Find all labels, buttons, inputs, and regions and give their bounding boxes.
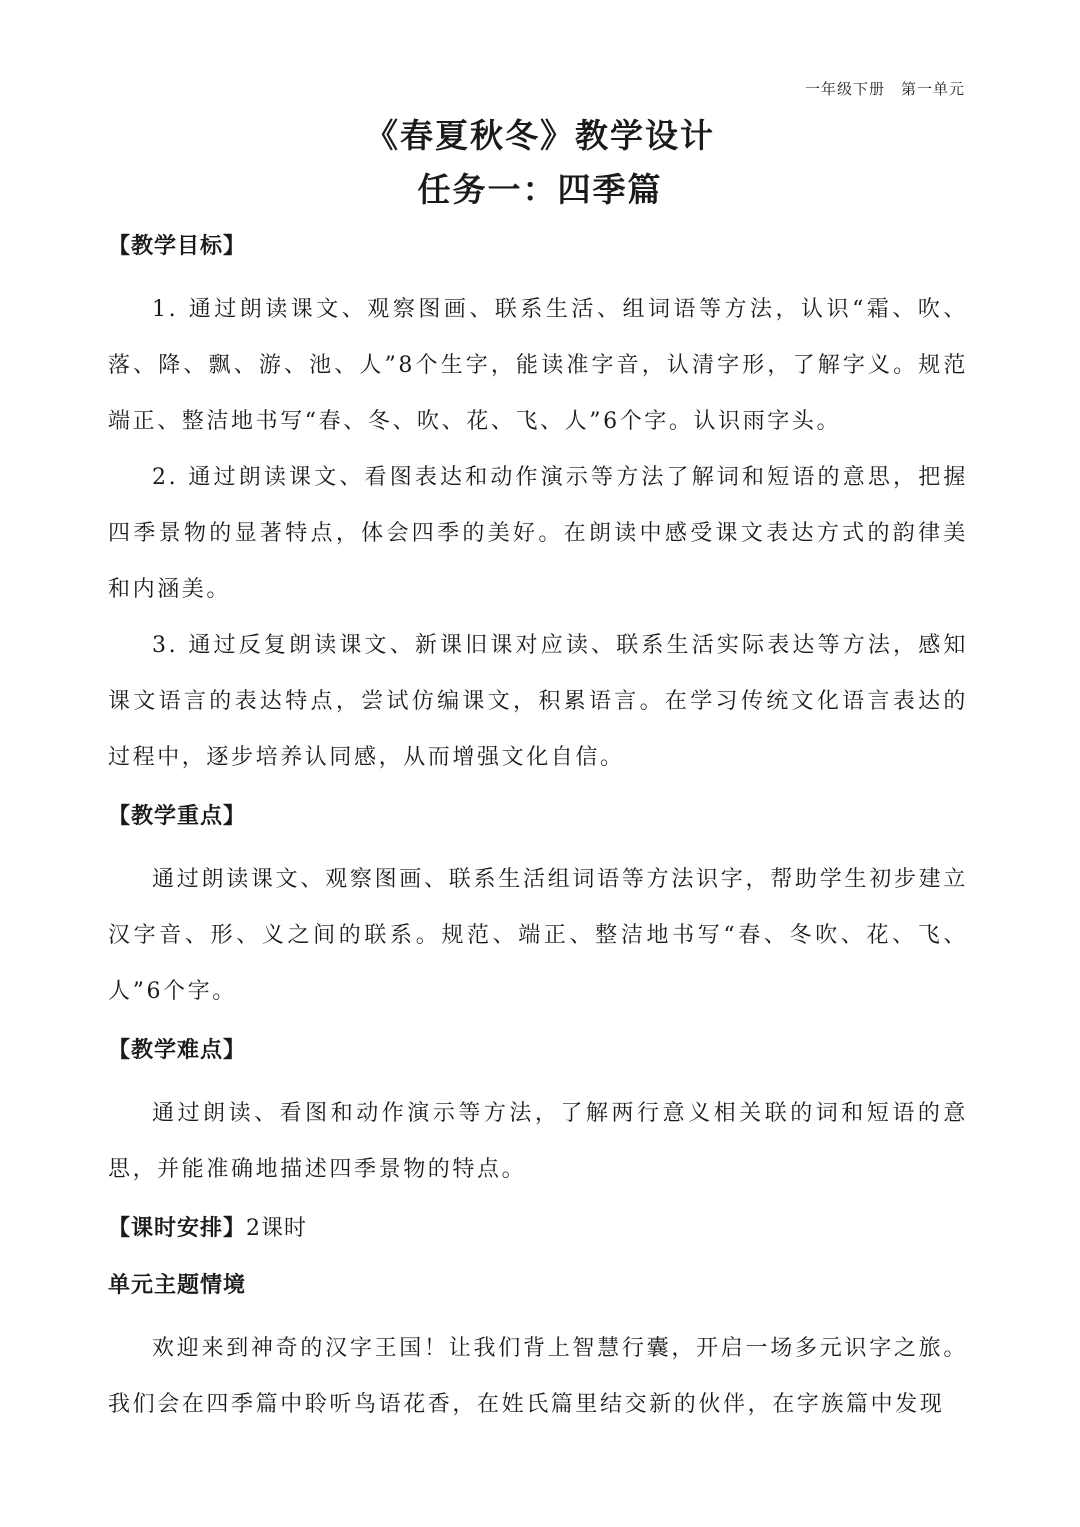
document-subtitle: 任务一：四季篇 [417, 170, 663, 209]
objectives-list [108, 282, 968, 786]
document-body [108, 226, 968, 1433]
section-heading-difficulties: 【教学难点】 [108, 1037, 247, 1063]
document-title: 《春夏秋冬》教学设计 [365, 116, 715, 155]
objective-item-3: 3. 通过反复朗读课文、新课旧课对应读、联系生活实际表达等方法，感知课文语言的表达特点，尝试仿编课文，积累语言。在学习传统文化语言表达的过程中，逐步培养认同感，从而增强文化自信。 [108, 633, 968, 770]
section-heading-objectives: 【教学目标】 [108, 233, 247, 259]
objective-item-1: 1. 通过朗读课文、观察图画、联系生活、组词语等方法，认识“霜、吹、落、降、飘、游、池、人”8个生字，能读准字音，认清字形，了解字义。规范端正、整洁地书写“春、冬、吹、花、飞、人”6个字。认识雨字头。 [108, 297, 968, 434]
section-schedule [108, 1208, 968, 1249]
key-points-text: 通过朗读课文、观察图画、联系生活组词语等方法识字，帮助学生初步建立汉字音、形、义之间的联系。规范、端正、整洁地书写“春、冬吹、花、飞、人”6个字。 [108, 867, 968, 1004]
section-heading-unit-theme: 单元主题情境 [108, 1272, 247, 1298]
header-note: 一年级下册 第一单元 [804, 80, 965, 98]
unit-theme-text: 欢迎来到神奇的汉字王国！让我们背上智慧行囊，开启一场多元识字之旅。我们会在四季篇中聆听鸟语花香，在姓氏篇里结交新的伙伴，在字族篇中发现 [108, 1336, 968, 1417]
schedule-value: 2课时 [246, 1216, 308, 1241]
objective-item-2: 2. 通过朗读课文、看图表达和动作演示等方法了解词和短语的意思，把握四季景物的显著特点，体会四季的美好。在朗读中感受课文表达方式的韵律美和内涵美。 [108, 465, 968, 602]
difficulties-text: 通过朗读、看图和动作演示等方法，了解两行意义相关联的词和短语的意思，并能准确地描述四季景物的特点。 [108, 1101, 968, 1182]
section-heading-schedule: 【课时安排】 [108, 1215, 247, 1241]
section-heading-key-points: 【教学重点】 [108, 803, 247, 829]
